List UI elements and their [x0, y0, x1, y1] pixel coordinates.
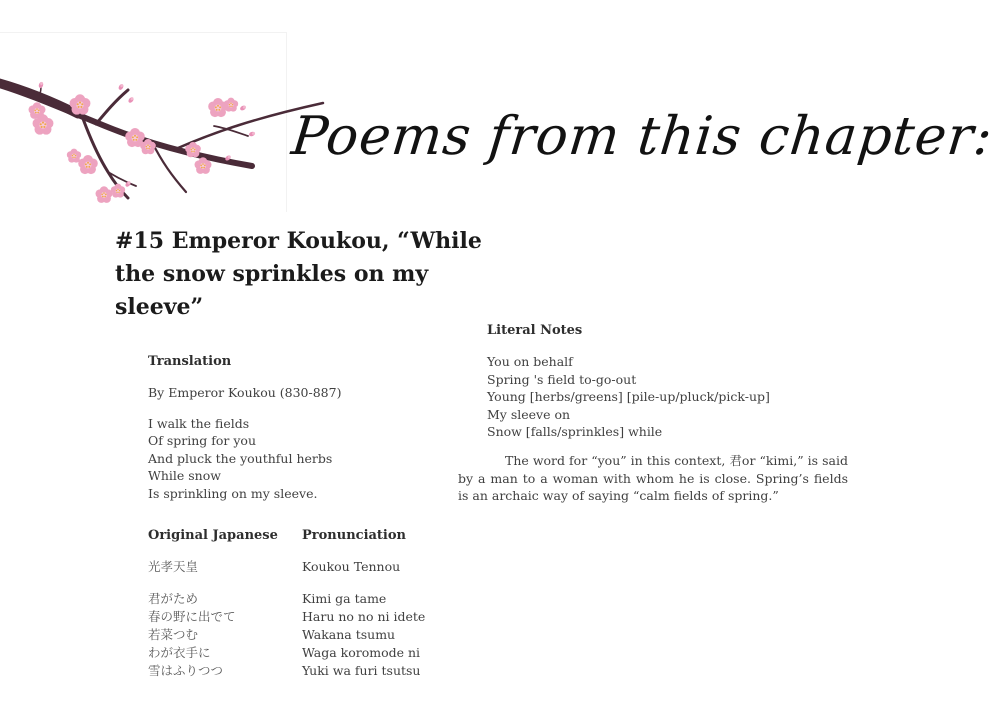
poem-title-pronunciation: Koukou Tennou	[302, 559, 401, 574]
translation-line: And pluck the youthful herbs	[148, 450, 333, 466]
literal-note-line: Young [herbs/greens] [pile-up/pluck/pick-up]	[487, 389, 770, 405]
pronunciation-line: Yuki wa furi tsutsu	[302, 663, 421, 678]
japanese-line: 君がため	[148, 591, 199, 606]
pronunciation-line: Kimi ga tame	[302, 591, 387, 606]
cherry-blossom-branch-illustration	[0, 70, 330, 220]
pronunciation-column	[302, 527, 472, 680]
japanese-line: 春の野に出でて	[148, 609, 236, 624]
literal-note-line: Spring 's field to-go-out	[487, 371, 637, 387]
literal-note-line: You on behalf	[487, 354, 573, 369]
pronunciation-heading: Pronunciation	[302, 528, 406, 543]
japanese-line: 若菜つむ	[148, 627, 199, 642]
literal-notes-section	[487, 322, 852, 441]
japanese-poem-lines	[148, 590, 298, 680]
cherry-blossom-branch-icon	[0, 70, 330, 220]
original-japanese-column	[148, 527, 298, 680]
poem-title-japanese: 光孝天皇	[148, 559, 199, 574]
chapter-title: Poems from this chapter:	[288, 106, 996, 167]
translation-line: Of spring for you	[148, 433, 257, 449]
pronunciation-line: Haru no no ni idete	[302, 609, 426, 624]
translation-line: Is sprinkling on my sleeve.	[148, 485, 318, 501]
pronunciation-line: Waga koromode ni	[302, 645, 421, 660]
poem-byline: By Emperor Koukou (830-887)	[148, 385, 342, 400]
translation-section	[148, 353, 458, 503]
japanese-line: わが衣手に	[148, 645, 211, 660]
literal-note-line: My sleeve on	[487, 406, 571, 422]
poem-heading: #15 Emperor Koukou, “While the snow sprinkles on my sleeve”	[115, 228, 482, 320]
literal-note-line: Snow [falls/sprinkles] while	[487, 424, 663, 440]
original-japanese-heading: Original Japanese	[148, 528, 278, 543]
translation-poem	[148, 415, 458, 503]
translation-line: I walk the fields	[148, 415, 250, 431]
pronunciation-line: Wakana tsumu	[302, 627, 396, 642]
literal-notes-lines	[487, 353, 852, 441]
japanese-line: 雪はふりつつ	[148, 663, 224, 678]
translation-line: While snow	[148, 468, 221, 484]
context-note-paragraph: The word for “you” in this context, 君or “kimi,” is said by a man to a woman with whom he is close. Spring’s fields is an archaic way of saying “calm fields of spring.”	[458, 453, 848, 504]
translation-heading: Translation	[148, 354, 232, 369]
literal-notes-heading: Literal Notes	[487, 323, 583, 338]
pronunciation-poem-lines	[302, 590, 472, 680]
